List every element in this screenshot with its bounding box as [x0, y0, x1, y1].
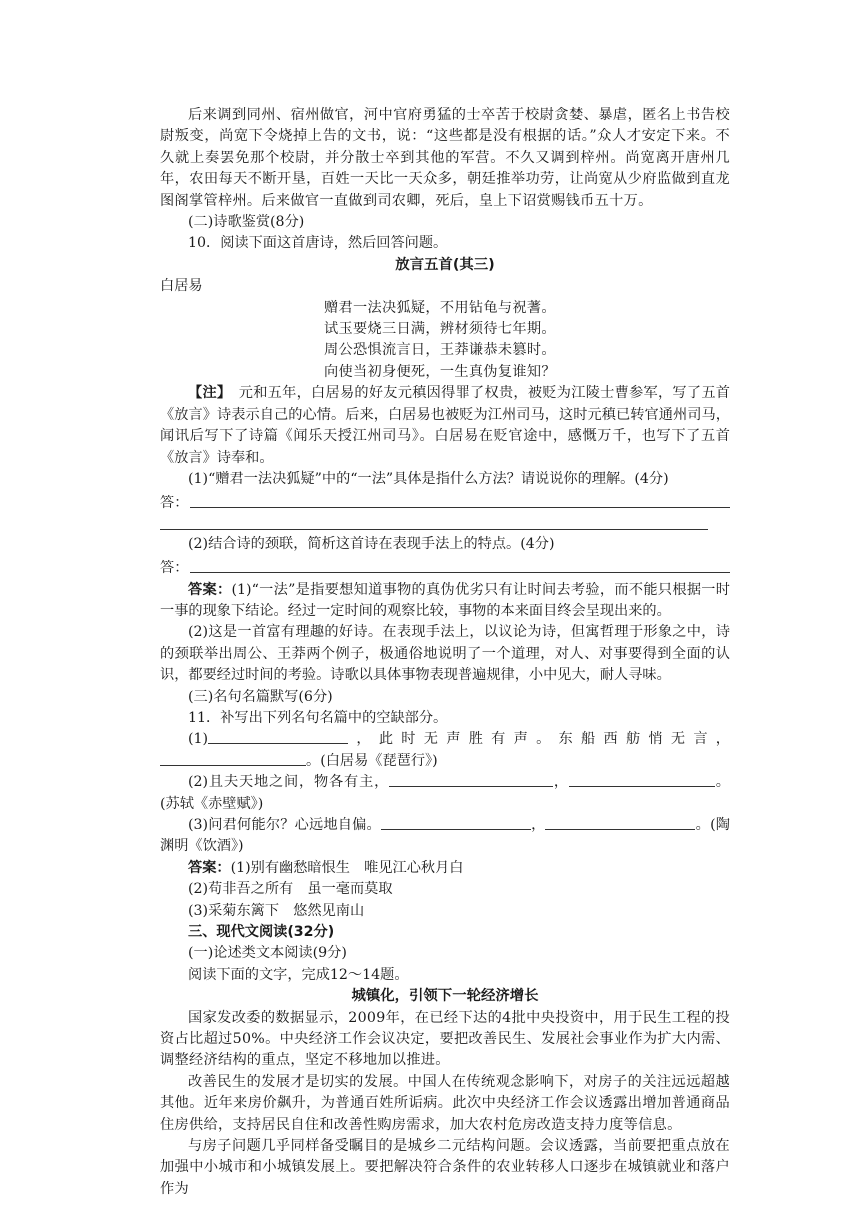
answer-prefix: 答：	[160, 559, 189, 576]
poem-author: 白居易	[160, 278, 203, 295]
answer-10-1: 答案：(1)“一法”是指要想知道事物的真伪优劣只有让时间去考验，而不能只根据一时一事的现象下结论。经过一定时间的观察比较，事物的本来面目终会呈现出来的。	[160, 581, 730, 619]
recite-item-1: (1) ，此时无声胜有声。东船西舫悄无言，。(白居易《琵琶行》)	[160, 729, 730, 772]
article-title: 城镇化，引领下一轮经济增长	[351, 988, 539, 1005]
blank-field[interactable]	[545, 815, 695, 830]
poem-line-1: 赠君一法决狐疑，不用钻龟与祝蓍。	[324, 299, 556, 316]
blank-field[interactable]	[389, 772, 553, 787]
modern-section-heading: 三、现代文阅读(32分)	[188, 924, 335, 940]
recite-section-heading: (三)名句名篇默写(6分)	[188, 688, 333, 705]
note-label: 【注】	[188, 385, 225, 402]
article-paragraph-1: 国家发改委的数据显示，2009年，在已经下达的4批中央投资中，用于民生工程的投资占比超过50%。中央经济工作会议决定，要把改善民生、发展社会事业作为扩大内需、调整经济结构的重点，坚定不移地加以推进。	[160, 1009, 730, 1069]
answer-11-3: (3)采菊东篱下 悠然见南山	[188, 902, 365, 919]
question-10-2: (2)结合诗的颈联，简析这首诗在表现手法上的特点。(4分)	[188, 535, 555, 552]
question-10-1: (1)“赠君一法决狐疑”中的“一法”具体是指什么方法？请说说你的理解。(4分)	[188, 470, 669, 487]
note-text: 元和五年，白居易的好友元稹因得罪了权贵，被贬为江陵士曹参军，写了五首《放言》诗表示自己的心情。后来，白居易也被贬为江州司马，这时元稹已转官通州司马，闻讯后写下了诗篇《闻乐天授江州司马》。白居易在贬官途中，感慨万千，也写下了五首《放言》诗奉和。	[160, 385, 730, 466]
article-paragraph-2: 改善民生的发展才是切实的发展。中国人在传统观念影响下，对房子的关注远远超越其他。近年来房价飙升，为普通百姓所诟病。此次中央经济工作会议透露出增加普通商品住房供给，支持居民自住和改善性购房需求，加大农村危房改造支持力度等信息。	[160, 1073, 730, 1133]
answer-label: 答案：	[188, 581, 232, 598]
question-11-intro: 11．补写出下列名句名篇中的空缺部分。	[188, 709, 448, 726]
poem-title: 放言五首(其三)	[395, 256, 495, 273]
recite-item-2: (2)且夫天地之间，物各有主， ， 。(苏轼《赤壁赋》)	[160, 774, 730, 812]
modern-sub-heading: (一)论述类文本阅读(9分)	[188, 945, 347, 962]
blank-field[interactable]	[208, 729, 348, 744]
article-paragraph-3: 与房子问题几乎同样备受瞩目的是城乡二元结构问题。会议透露，当前要把重点放在加强中小城市和小城镇发展上。要把解决符合条件的农业转移人口逐步在城镇就业和落户作为	[160, 1138, 730, 1197]
answer-10-2: (2)这是一首富有理趣的好诗。在表现手法上，以议论为诗，但寓哲理于形象之中，诗的颈联举出周公、王莽两个例子，极通俗地说明了一个道理，对人、对事要得到全面的认识，都要经过时间的考验。诗歌以具体事物表现普遍规律，小中见大，耐人寻味。	[160, 624, 730, 684]
recite-item-3: (3)问君何能尔？心远地自偏。 ， 。(陶渊明《饮酒》)	[160, 816, 730, 855]
poetry-section-heading: (二)诗歌鉴赏(8分)	[188, 214, 305, 231]
poem-note	[160, 383, 730, 469]
answer-prefix: 答：	[160, 494, 189, 511]
blank-field[interactable]	[160, 751, 306, 766]
poem-line-4: 向使当初身便死，一生真伪复谁知？	[324, 363, 556, 380]
blank-field[interactable]	[381, 815, 531, 830]
answer-11-1: 答案：(1)别有幽愁暗恨生 唯见江心秋月白	[188, 859, 464, 876]
poem-line-3: 周公恐惧流言日，王莽谦恭未篡时。	[324, 342, 556, 359]
passage-ending-paragraph: 后来调到同州、宿州做官，河中官府勇猛的士卒苦于校尉贪婪、暴虐，匿名上书告校尉叛变，尚宽下令烧掉上告的文书，说：“这些都是没有根据的话。”众人才安定下来。不久就上奏罢免那个校尉，并分散士卒到其他的军营。不久又调到梓州。尚宽离开唐州几年，农田每天不断开垦，百姓一天比一天众多，朝廷推举功劳，让尚宽从少府监做到直龙图阁掌管梓州。后来做官一直做到司农卿，死后，皇上下诏赏赐钱币五十万。	[160, 107, 730, 209]
question-10-intro: 10．阅读下面这首唐诗，然后回答问题。	[188, 235, 448, 252]
document-page	[160, 105, 730, 1200]
answer-line-q1[interactable]	[160, 490, 730, 511]
answer-11-2: (2)苟非吾之所有 虽一毫而莫取	[188, 881, 393, 898]
blank-field[interactable]	[569, 772, 715, 787]
answer-label: 答案：	[188, 859, 231, 876]
modern-instruction: 阅读下面的文字，完成12～14题。	[188, 966, 409, 983]
answer-line-q1-2[interactable]	[160, 512, 708, 530]
poem-line-2: 试玉要烧三日满，辨材须待七年期。	[324, 321, 556, 338]
answer-line-q2[interactable]	[160, 555, 730, 576]
